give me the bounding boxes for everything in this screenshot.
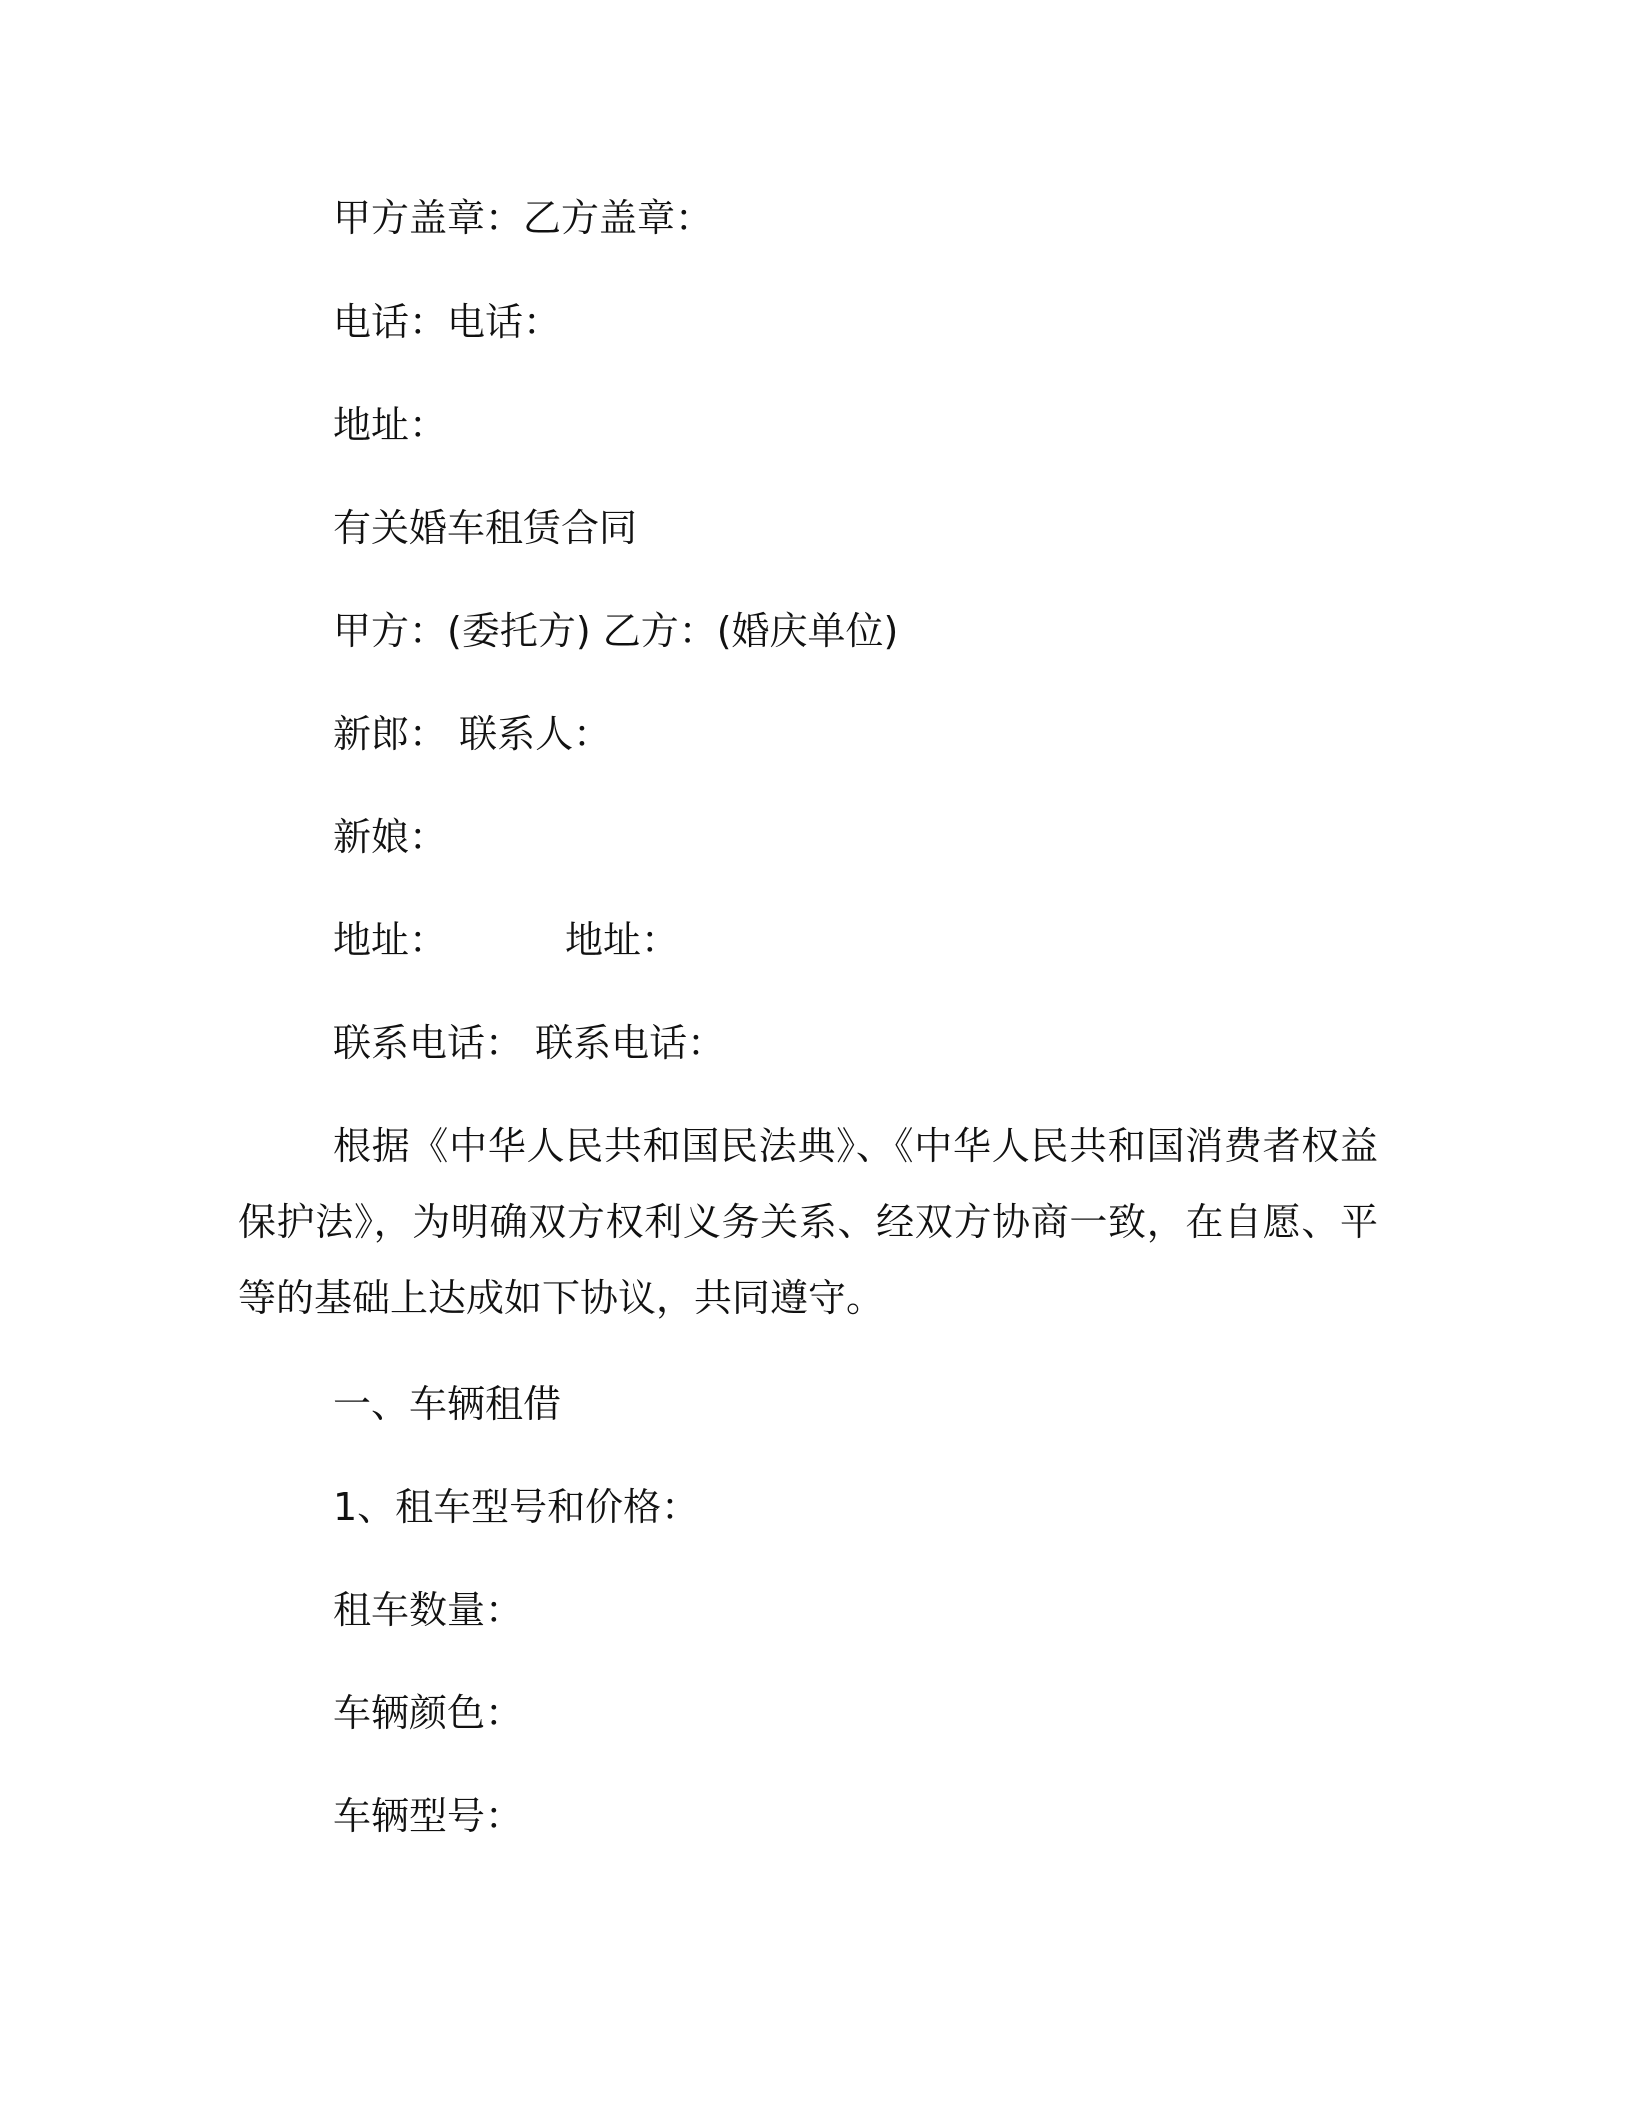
parties-line: 甲方：(委托方) 乙方：(婚庆单位) — [333, 609, 899, 653]
item-quantity: 租车数量： — [333, 1588, 524, 1632]
preamble-paragraph: 根据《中华人民共和国民法典》、《中华人民共和国消费者权益保护法》，为明确双方权利义务关系、经双方协商一致，在自愿、平等的基础上达成如下协议，共同遵守。 — [238, 1124, 1378, 1320]
address-left: 地址： — [333, 918, 448, 962]
section-title: 一、车辆租借 — [333, 1382, 562, 1426]
contact-phone-line: 联系电话： 联系电话： — [333, 1021, 726, 1065]
item-model-price: 1、租车型号和价格： — [333, 1485, 700, 1529]
contract-title: 有关婚车租赁合同 — [333, 506, 638, 550]
groom-contact-line: 新郎： 联系人： — [333, 712, 612, 756]
seal-line: 甲方盖章：乙方盖章： — [333, 196, 714, 240]
bride-line: 新娘： — [333, 815, 448, 859]
address-right: 地址： — [565, 918, 680, 962]
item-model: 车辆型号： — [333, 1794, 524, 1838]
phone-line: 电话：电话： — [333, 300, 562, 344]
address-line: 地址： — [333, 403, 448, 447]
item-color: 车辆颜色： — [333, 1691, 524, 1735]
address-pair-line — [333, 914, 679, 966]
